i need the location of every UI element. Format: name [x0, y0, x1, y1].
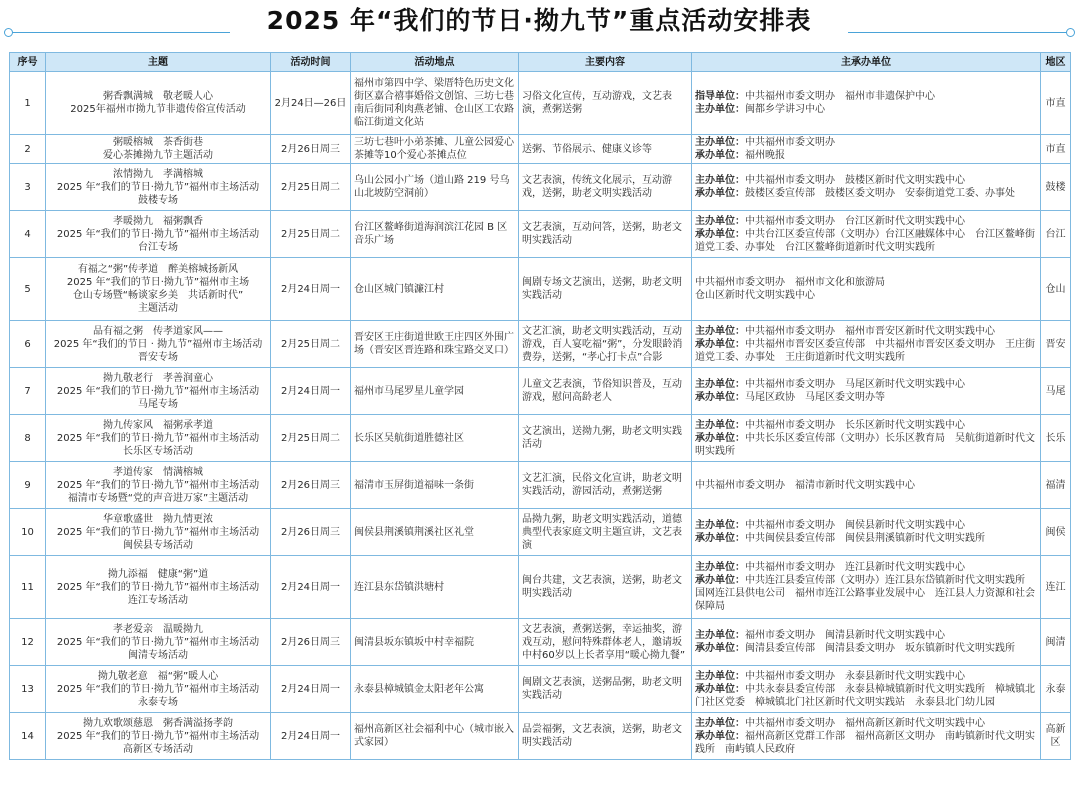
theme-line: 2025 年“我们的节日·拗九节”福州市主场活动 — [56, 526, 260, 538]
theme-cell — [46, 713, 271, 760]
organizer-cell — [692, 415, 1041, 462]
theme-line: 2025 年“我们的节日·拗九节”福州市主场活动 — [56, 636, 260, 648]
table-row — [10, 462, 1071, 509]
region-cell: 马尾 — [1041, 368, 1071, 415]
time-cell: 2月24日周一 — [271, 368, 351, 415]
table-row — [10, 415, 1071, 462]
theme-cell — [46, 72, 271, 135]
place-cell: 永泰县樟城镇金太阳老年公寓 — [351, 666, 519, 713]
organizer-line — [695, 228, 1037, 254]
table-header-row — [10, 53, 1071, 72]
row-number: 7 — [10, 368, 46, 415]
theme-line: 马尾专场 — [138, 398, 178, 410]
theme-line: 晋安专场 — [138, 351, 178, 363]
organizer-line — [695, 574, 1037, 613]
organizer-label: 主办单位： — [695, 630, 745, 641]
organizer-line — [695, 479, 1037, 492]
place-cell: 三坊七巷叶小弟茶摊、儿童公园爱心茶摊等10个爱心茶摊点位 — [351, 135, 519, 164]
organizer-text: 中共福州市委文明办 福州市文化和旅游局 — [695, 277, 885, 288]
region-cell: 台江 — [1041, 211, 1071, 258]
theme-line: 品有福之粥 传孝道家风—— — [93, 325, 223, 337]
organizer-line — [695, 136, 1037, 149]
organizer-label: 主办单位： — [695, 670, 745, 682]
organizer-line — [695, 670, 1037, 683]
theme-line: 2025 年“我们的节日·拗九节”福州市主场 — [66, 277, 250, 288]
theme-line: 2025 年“我们的节日·拗九节”福州市主场活动 — [56, 432, 260, 444]
organizer-label: 承办单位： — [695, 188, 745, 199]
place-cell: 福州市第四中学、梁厝特色历史文化街区嘉合禧事婚俗文创馆、三坊七巷南后街同利肉燕老铺、仓山区工农路临江街道文化站 — [351, 72, 519, 135]
row-number: 9 — [10, 462, 46, 509]
organizer-cell — [692, 72, 1041, 135]
organizer-label: 主办单位： — [695, 175, 745, 186]
place-cell: 晋安区王庄街道世欧王庄四区外围广场（晋安区晋连路和珠宝路交叉口） — [351, 321, 519, 368]
content-cell: 文艺汇演，助老文明实践活动，互动游戏，百人宴吃福“粥”，分发眼龄消费券，送粥，“孝心打卡点”合影 — [519, 321, 692, 368]
region-cell: 永泰 — [1041, 666, 1071, 713]
organizer-line — [695, 730, 1037, 756]
place-cell: 连江县东岱镇洪塘村 — [351, 556, 519, 619]
organizer-label: 主办单位： — [695, 520, 745, 531]
organizer-text: 中共福州市委文明办 — [745, 137, 835, 148]
theme-line: 连江专场活动 — [128, 594, 188, 606]
organizer-line — [695, 325, 1037, 338]
place-cell: 长乐区吴航街道胜德社区 — [351, 415, 519, 462]
region-cell: 闽侯 — [1041, 509, 1071, 556]
row-number: 6 — [10, 321, 46, 368]
organizer-line — [695, 419, 1037, 432]
theme-line: 孝暖拗九 福粥飘香 — [113, 215, 203, 227]
theme-line: 2025 年“我们的节日·拗九节”福州市主场活动 — [56, 730, 260, 742]
organizer-line — [695, 174, 1037, 187]
content-cell: 闽台共建，文艺表演，送粥，助老文明实践活动 — [519, 556, 692, 619]
table-row — [10, 72, 1071, 135]
row-number: 11 — [10, 556, 46, 619]
organizer-label: 承办单位： — [695, 150, 745, 161]
organizer-text: 中共福州市晋安区委宣传部 中共福州市晋安区委文明办 王庄街道党工委、办事处 王庄街道新时代文明实践所 — [695, 338, 1035, 363]
organizer-text: 中共福州市委文明办 连江县新时代文明实践中心 — [745, 562, 965, 573]
theme-line: 浓情拗九 孝满榕城 — [113, 168, 203, 180]
place-cell: 福清市玉屏街道福味一条街 — [351, 462, 519, 509]
organizer-text: 中共福州市委文明办 长乐区新时代文明实践中心 — [745, 419, 965, 431]
place-cell: 福州高新区社会福利中心（城市嵌入式家园） — [351, 713, 519, 760]
row-number: 13 — [10, 666, 46, 713]
organizer-label: 承办单位： — [695, 730, 745, 742]
content-cell: 送粥、节俗展示、健康义诊等 — [519, 135, 692, 164]
organizer-text: 中共闽侯县委宣传部 闽侯县荆溪镇新时代文明实践所 — [745, 533, 985, 544]
organizer-line — [695, 532, 1037, 545]
row-number: 3 — [10, 164, 46, 211]
region-cell: 仓山 — [1041, 258, 1071, 321]
organizer-cell — [692, 713, 1041, 760]
region-cell: 连江 — [1041, 556, 1071, 619]
time-cell: 2月26日周三 — [271, 135, 351, 164]
table-row — [10, 135, 1071, 164]
place-cell: 闽清县坂东镇坂中村幸福院 — [351, 619, 519, 666]
theme-cell — [46, 211, 271, 258]
theme-line: 闽侯县专场活动 — [123, 539, 193, 551]
row-number: 14 — [10, 713, 46, 760]
row-number: 4 — [10, 211, 46, 258]
theme-line: 2025 年“我们的节日·拗九节”福州市主场活动 — [56, 683, 260, 695]
organizer-label: 承办单位： — [695, 338, 745, 350]
theme-cell — [46, 509, 271, 556]
organizer-text: 鼓楼区委宣传部 鼓楼区委文明办 安泰街道党工委、办事处 — [745, 188, 1015, 199]
organizer-line — [695, 338, 1037, 364]
theme-line: 台江专场 — [138, 241, 178, 253]
organizer-line — [695, 561, 1037, 574]
theme-line: 拗九敬老行 孝善润童心 — [103, 372, 213, 384]
organizer-cell — [692, 509, 1041, 556]
organizer-text: 中共福州市委文明办 永泰县新时代文明实践中心 — [745, 670, 965, 682]
time-cell: 2月24日—26日 — [271, 72, 351, 135]
organizer-text: 中共永泰县委宣传部 永泰县樟城镇新时代文明实践所 樟城镇北门社区党委 樟城镇北门社区新时代文明实践站 永泰县北门幼儿园 — [695, 683, 1035, 708]
organizer-label: 承办单位： — [695, 683, 745, 695]
content-cell: 闽剧专场文艺演出，送粥，助老文明实践活动 — [519, 258, 692, 321]
organizer-label: 承办单位： — [695, 533, 745, 544]
organizer-text: 闽清县委宣传部 闽清县委文明办 坂东镇新时代文明实践所 — [745, 643, 1015, 654]
region-cell: 市直 — [1041, 72, 1071, 135]
organizer-label: 主办单位： — [695, 419, 745, 431]
column-header: 主要内容 — [519, 53, 692, 72]
table-row — [10, 258, 1071, 321]
organizer-text: 中共福州市委文明办 福清市新时代文明实践中心 — [695, 479, 915, 491]
theme-cell — [46, 164, 271, 211]
organizer-line — [695, 378, 1037, 391]
theme-line: 2025 年“我们的节日·拗九节”福州市主场活动 — [56, 479, 260, 491]
time-cell: 2月25日周二 — [271, 211, 351, 258]
place-cell: 仓山区城门镇濂江村 — [351, 258, 519, 321]
organizer-label: 承办单位： — [695, 432, 745, 444]
content-cell: 文艺表演，煮粥送粥，幸运抽奖，游戏互动，慰问特殊群体老人，邀请坂中村60岁以上长者享用“暖心拗九餐” — [519, 619, 692, 666]
page-header — [0, 0, 1078, 44]
organizer-label: 主办单位： — [695, 215, 745, 227]
theme-line: 华章歌盛世 拗九情更浓 — [103, 513, 213, 525]
organizer-text: 福州高新区党群工作部 福州高新区文明办 南屿镇新时代文明实践所 南屿镇人民政府 — [695, 730, 1035, 755]
theme-line: 拗九欢歌颂慈恩 粥香满溢扬孝韵 — [83, 717, 233, 729]
theme-line: 仓山专场暨“畅谈家乡美 共话新时代” — [72, 290, 244, 301]
theme-line: 主题活动 — [138, 303, 178, 314]
organizer-cell — [692, 258, 1041, 321]
theme-line: 永泰专场 — [138, 696, 178, 708]
organizer-text: 福州市委文明办 闽清县新时代文明实践中心 — [745, 630, 945, 641]
organizer-cell — [692, 135, 1041, 164]
table-row — [10, 368, 1071, 415]
organizer-cell — [692, 164, 1041, 211]
organizer-line — [695, 215, 1037, 228]
column-header: 活动地点 — [351, 53, 519, 72]
time-cell: 2月24日周一 — [271, 713, 351, 760]
organizer-text: 中共福州市委文明办 台江区新时代文明实践中心 — [745, 215, 965, 227]
organizer-text: 中共台江区委宣传部（文明办）台江区融媒体中心 台江区鳌峰街道党工委、办事处 台江区鳌峰街道新时代文明实践所 — [695, 228, 1035, 253]
theme-line: 爱心茶摊拗九节主题活动 — [103, 150, 213, 161]
time-cell: 2月26日周三 — [271, 462, 351, 509]
region-cell: 闽清 — [1041, 619, 1071, 666]
theme-line: 孝老爱亲 温暖拗九 — [113, 623, 203, 635]
table-row — [10, 211, 1071, 258]
content-cell: 品尝福粥，文艺表演，送粥，助老文明实践活动 — [519, 713, 692, 760]
organizer-label: 承办单位： — [695, 575, 745, 586]
theme-line: 2025 年“我们的节日·拗九节”福州市主场活动 — [56, 385, 260, 397]
theme-cell — [46, 666, 271, 713]
organizer-line — [695, 391, 1037, 404]
activity-schedule-table — [9, 52, 1071, 760]
page-title: 2025 年“我们的节日·拗九节”重点活动安排表 — [266, 6, 812, 35]
organizer-label: 指导单位： — [695, 91, 745, 102]
organizer-cell — [692, 211, 1041, 258]
organizer-text: 马尾区政协 马尾区委文明办等 — [745, 392, 885, 403]
time-cell: 2月24日周一 — [271, 556, 351, 619]
time-cell: 2月24日周一 — [271, 666, 351, 713]
theme-line: 拗九添福 健康“粥”道 — [107, 568, 209, 580]
organizer-label: 主办单位： — [695, 717, 745, 729]
theme-line: 有福之“粥”传孝道 醉美榕城扬新风 — [77, 264, 239, 275]
place-cell: 福州市马尾罗星儿童学园 — [351, 368, 519, 415]
organizer-line — [695, 629, 1037, 642]
theme-line: 福清市专场暨“党的声音进万家”主题活动 — [67, 492, 249, 504]
organizer-label: 主办单位： — [695, 325, 745, 337]
theme-line: 2025年福州市拗九节非遗传俗宣传活动 — [70, 104, 246, 115]
column-header: 主题 — [46, 53, 271, 72]
column-header: 序号 — [10, 53, 46, 72]
organizer-cell — [692, 619, 1041, 666]
table-body — [10, 72, 1071, 760]
theme-line: 2025 年“我们的节日 · 拗九节”福州市主场活动 — [53, 338, 263, 350]
time-cell: 2月25日周二 — [271, 415, 351, 462]
region-cell: 鼓楼 — [1041, 164, 1071, 211]
row-number: 12 — [10, 619, 46, 666]
organizer-cell — [692, 556, 1041, 619]
organizer-cell — [692, 368, 1041, 415]
region-cell: 福清 — [1041, 462, 1071, 509]
region-cell: 高新区 — [1041, 713, 1071, 760]
row-number: 5 — [10, 258, 46, 321]
organizer-label: 承办单位： — [695, 228, 745, 240]
theme-cell — [46, 415, 271, 462]
table-row — [10, 509, 1071, 556]
theme-line: 高新区专场活动 — [123, 743, 193, 755]
content-cell: 文艺表演，互动问答，送粥，助老文明实践活动 — [519, 211, 692, 258]
column-header: 地区 — [1041, 53, 1071, 72]
theme-line: 闽清专场活动 — [128, 649, 188, 661]
theme-line: 拗九敬老意 福“粥”暖人心 — [97, 670, 219, 682]
organizer-line — [695, 90, 1037, 103]
organizer-line — [695, 149, 1037, 162]
content-cell: 儿童文艺表演，节俗知识普及，互动游戏，慰问高龄老人 — [519, 368, 692, 415]
theme-line: 拗九传家风 福粥承孝道 — [103, 419, 213, 431]
time-cell: 2月25日周二 — [271, 164, 351, 211]
organizer-line — [695, 519, 1037, 532]
row-number: 8 — [10, 415, 46, 462]
region-cell: 长乐 — [1041, 415, 1071, 462]
table-row — [10, 321, 1071, 368]
organizer-label: 主办单位： — [695, 137, 745, 148]
organizer-cell — [692, 462, 1041, 509]
row-number: 1 — [10, 72, 46, 135]
organizer-cell — [692, 666, 1041, 713]
organizer-text: 中共福州市委文明办 马尾区新时代文明实践中心 — [745, 379, 965, 390]
organizer-label: 主办单位： — [695, 562, 745, 573]
theme-line: 2025 年“我们的节日·拗九节”福州市主场活动 — [56, 228, 260, 240]
content-cell: 习俗文化宣传，互动游戏，文艺表演，煮粥送粥 — [519, 72, 692, 135]
organizer-label: 承办单位： — [695, 392, 745, 403]
theme-line: 鼓楼专场 — [138, 194, 178, 206]
theme-cell — [46, 556, 271, 619]
theme-line: 2025 年“我们的节日·拗九节”福州市主场活动 — [56, 181, 260, 193]
table-row — [10, 556, 1071, 619]
theme-line: 孝道传家 情满榕城 — [113, 466, 203, 478]
organizer-text: 中共长乐区委宣传部（文明办）长乐区教育局 吴航街道新时代文明实践所 — [695, 432, 1035, 457]
place-cell: 台江区鳌峰街道海润滨江花园 B 区音乐广场 — [351, 211, 519, 258]
organizer-text: 中共福州市委文明办 闽侯县新时代文明实践中心 — [745, 520, 965, 531]
organizer-text: 仓山区新时代文明实践中心 — [695, 290, 815, 301]
row-number: 2 — [10, 135, 46, 164]
place-cell: 闽侯县荆溪镇荆溪社区礼堂 — [351, 509, 519, 556]
time-cell: 2月24日周一 — [271, 258, 351, 321]
theme-line: 长乐区专场活动 — [123, 445, 193, 457]
content-cell: 文艺汇演，民俗文化宣讲，助老文明实践活动，游园活动，煮粥送粥 — [519, 462, 692, 509]
content-cell: 品拗九粥，助老文明实践活动，道德典型代表家庭文明主题宣讲，文艺表演 — [519, 509, 692, 556]
organizer-line — [695, 289, 1037, 302]
organizer-text: 中共福州市委文明办 福州市非遗保护中心 — [745, 91, 935, 102]
theme-line: 粥香飘满城 敬老暖人心 — [103, 91, 213, 102]
content-cell: 闽剧文艺表演，送粥品粥，助老文明实践活动 — [519, 666, 692, 713]
organizer-text: 福州晚报 — [745, 150, 785, 161]
time-cell: 2月26日周三 — [271, 509, 351, 556]
row-number: 10 — [10, 509, 46, 556]
organizer-label: 主办单位： — [695, 379, 745, 390]
organizer-text: 中共福州市委文明办 福州市晋安区新时代文明实践中心 — [745, 325, 995, 337]
theme-cell — [46, 462, 271, 509]
organizer-line — [695, 642, 1037, 655]
organizer-line — [695, 103, 1037, 116]
table-row — [10, 619, 1071, 666]
place-cell: 乌山公园小广场（道山路 219 号乌山北坡防空洞前） — [351, 164, 519, 211]
region-cell: 晋安 — [1041, 321, 1071, 368]
organizer-cell — [692, 321, 1041, 368]
column-header: 活动时间 — [271, 53, 351, 72]
region-cell: 市直 — [1041, 135, 1071, 164]
content-cell: 文艺表演，传统文化展示，互动游戏，送粥，助老文明实践活动 — [519, 164, 692, 211]
theme-cell — [46, 368, 271, 415]
organizer-text: 闽都乡学讲习中心 — [745, 104, 825, 115]
table-row — [10, 713, 1071, 760]
theme-cell — [46, 135, 271, 164]
organizer-label: 承办单位： — [695, 643, 745, 654]
table-row — [10, 164, 1071, 211]
organizer-line — [695, 717, 1037, 730]
theme-line: 2025 年“我们的节日·拗九节”福州市主场活动 — [56, 581, 260, 593]
organizer-text: 中共连江县委宣传部（文明办）连江县东岱镇新时代文明实践所 国网连江县供电公司 福州市连江公路事业发展中心 连江县人力资源和社会保障局 — [695, 575, 1035, 612]
column-header: 主承办单位 — [692, 53, 1041, 72]
time-cell: 2月25日周二 — [271, 321, 351, 368]
theme-cell — [46, 619, 271, 666]
theme-cell — [46, 321, 271, 368]
table-row — [10, 666, 1071, 713]
organizer-line — [695, 432, 1037, 458]
organizer-label: 主办单位： — [695, 104, 745, 115]
theme-line: 粥暖榕城 茶香街巷 — [113, 137, 203, 148]
organizer-text: 中共福州市委文明办 福州高新区新时代文明实践中心 — [745, 717, 985, 729]
organizer-line — [695, 683, 1037, 709]
organizer-line — [695, 187, 1037, 200]
organizer-text: 中共福州市委文明办 鼓楼区新时代文明实践中心 — [745, 175, 965, 186]
organizer-line — [695, 276, 1037, 289]
content-cell: 文艺演出，送拗九粥，助老文明实践活动 — [519, 415, 692, 462]
time-cell: 2月26日周三 — [271, 619, 351, 666]
theme-cell — [46, 258, 271, 321]
